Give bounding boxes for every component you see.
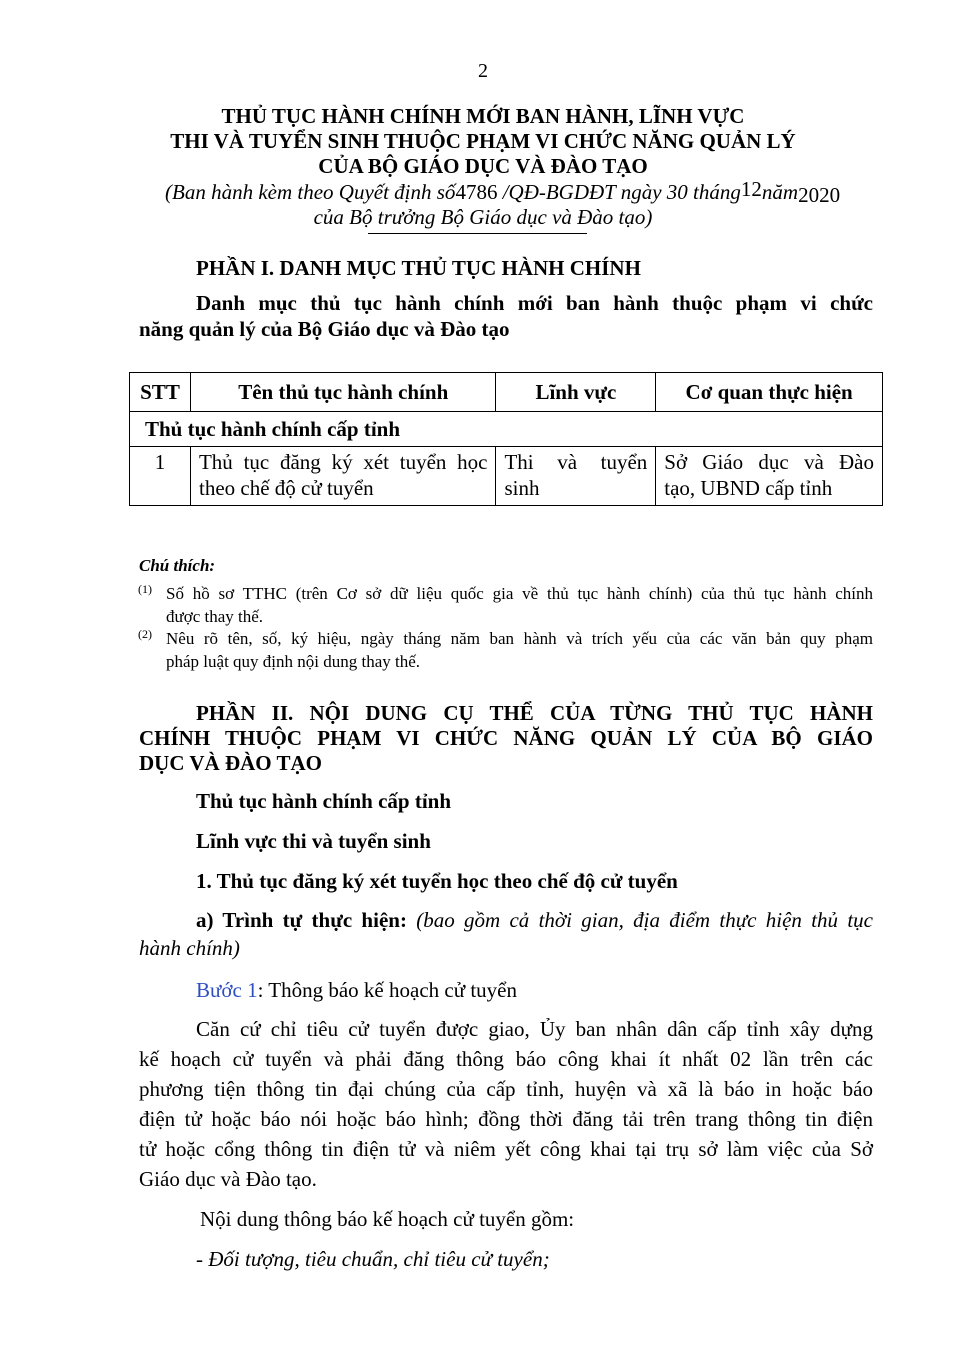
paragraph-line-3: phương tiện thông tin đại chúng của cấp tỉnh, huyện và xã là báo in hoặc báo bbox=[139, 1077, 873, 1101]
procedure-table bbox=[129, 372, 883, 506]
bullet-1: - Đối tượng, tiêu chuẩn, chỉ tiêu cử tuyển; bbox=[196, 1247, 550, 1271]
cell-field bbox=[496, 447, 656, 506]
note-2-line1: Nêu rõ tên, số, ký hiệu, ngày tháng năm ban hành và trích yếu của các văn bản quy phạm bbox=[166, 629, 873, 648]
title-line-2: THI VÀ TUYỂN SINH THUỘC PHẠM VI CHỨC NĂNG QUẢN LÝ bbox=[170, 129, 796, 153]
header-field: Lĩnh vực bbox=[496, 373, 656, 412]
cell-field-line2: sinh bbox=[504, 476, 540, 500]
part2-level: Thủ tục hành chính cấp tỉnh bbox=[196, 789, 452, 813]
note-marker-1: (1) bbox=[138, 582, 152, 596]
paragraph-line-1: Căn cứ chỉ tiêu cử tuyển được giao, Ủy ban nhân dân cấp tỉnh xây dựng bbox=[196, 1017, 873, 1041]
paragraph-line-6: Giáo dục và Đào tạo. bbox=[139, 1167, 317, 1191]
decision-mid: /QĐ-BGDĐT ngày 30 tháng bbox=[497, 180, 741, 204]
sequence-note: (bao gồm cả thời gian, địa điểm thực hiện thủ tục bbox=[406, 908, 873, 932]
procedure-title: 1. Thủ tục đăng ký xét tuyển học theo chế độ cử tuyển bbox=[196, 869, 678, 893]
content-intro: Nội dung thông báo kế hoạch cử tuyển gồm: bbox=[200, 1207, 575, 1231]
note-1-line2: được thay thế. bbox=[166, 607, 264, 626]
note-marker-2: (2) bbox=[138, 627, 152, 641]
paragraph-line-2: kế hoạch cử tuyển và phải đăng thông báo công khai ít nhất 02 lần trên các bbox=[139, 1047, 873, 1071]
note-2-line2: pháp luật quy định nội dung thay thế. bbox=[166, 652, 421, 671]
part2-field: Lĩnh vực thi và tuyển sinh bbox=[196, 829, 431, 853]
part1-subtitle-line1: Danh mục thủ tục hành chính mới ban hành thuộc phạm vi chức bbox=[196, 291, 873, 315]
table-header-row bbox=[130, 373, 883, 412]
table-row bbox=[130, 447, 883, 506]
decision-prefix: (Ban hành kèm theo Quyết định số bbox=[165, 180, 456, 204]
cell-agency-line1: Sở Giáo dục và Đào bbox=[664, 450, 874, 474]
header-name: Tên thủ tục hành chính bbox=[190, 373, 496, 412]
cell-name-line2: theo chế độ cử tuyển bbox=[198, 476, 374, 500]
step-1 bbox=[196, 978, 517, 1003]
part2-title-line1: PHẦN II. NỘI DUNG CỤ THỂ CỦA TỪNG THỦ TỤC HÀNH bbox=[196, 701, 873, 725]
decision-month: 12 bbox=[740, 177, 762, 201]
title-underline bbox=[368, 233, 587, 234]
cell-name-line1: Thủ tục đăng ký xét tuyển học bbox=[198, 450, 488, 474]
header-agency: Cơ quan thực hiện bbox=[656, 373, 883, 412]
part1-subtitle-line2: năng quản lý của Bộ Giáo dục và Đào tạo bbox=[139, 317, 510, 341]
cell-field-line1: Thi và tuyển bbox=[504, 450, 648, 474]
paragraph-line-4: điện tử hoặc báo nói hoặc báo hình; đồng thời đăng tải trên trang thông tin điện bbox=[139, 1107, 873, 1131]
cell-agency-line2: tạo, UBND cấp tỉnh bbox=[664, 476, 833, 500]
page-number: 2 bbox=[478, 60, 488, 82]
title-line-1: THỦ TỤC HÀNH CHÍNH MỚI BAN HÀNH, LĨNH VỰC bbox=[221, 104, 745, 128]
decision-line bbox=[165, 177, 841, 207]
sequence-line1 bbox=[196, 908, 873, 933]
cell-name bbox=[190, 447, 496, 506]
part2-title-line3: DỤC VÀ ĐÀO TẠO bbox=[139, 751, 322, 775]
decision-year-label: năm bbox=[761, 180, 799, 204]
paragraph-line-5: tử hoặc cổng thông tin điện tử và niêm yết công khai tại trụ sở làm việc của Sở bbox=[139, 1137, 873, 1161]
step-1-text: : Thông báo kế hoạch cử tuyển bbox=[257, 978, 518, 1002]
group-label: Thủ tục hành chính cấp tỉnh bbox=[130, 412, 883, 447]
cell-stt: 1 bbox=[130, 447, 191, 506]
note-1-line1: Số hồ sơ TTHC (trên Cơ sở dữ liệu quốc gia về thủ tục hành chính) của thủ tục hành chính bbox=[166, 584, 873, 603]
sequence-line2: hành chính) bbox=[139, 936, 240, 960]
decision-number: 4786 bbox=[455, 180, 498, 204]
cell-agency bbox=[656, 447, 883, 506]
decision-line-2: của Bộ trưởng Bộ Giáo dục và Đào tạo) bbox=[313, 205, 653, 229]
header-stt: STT bbox=[130, 373, 191, 412]
title-line-3: CỦA BỘ GIÁO DỤC VÀ ĐÀO TẠO bbox=[318, 154, 648, 178]
part1-title: PHẦN I. DANH MỤC THỦ TỤC HÀNH CHÍNH bbox=[196, 256, 641, 280]
notes-title: Chú thích: bbox=[139, 556, 216, 575]
step-1-label: Bước 1 bbox=[196, 978, 258, 1002]
decision-year: 2020 bbox=[798, 183, 841, 207]
table-group-row bbox=[130, 412, 883, 447]
sequence-label: a) Trình tự thực hiện: bbox=[196, 908, 407, 932]
part2-title-line2: CHÍNH THUỘC PHẠM VI CHỨC NĂNG QUẢN LÝ CỦA BỘ GIÁO bbox=[139, 726, 873, 750]
